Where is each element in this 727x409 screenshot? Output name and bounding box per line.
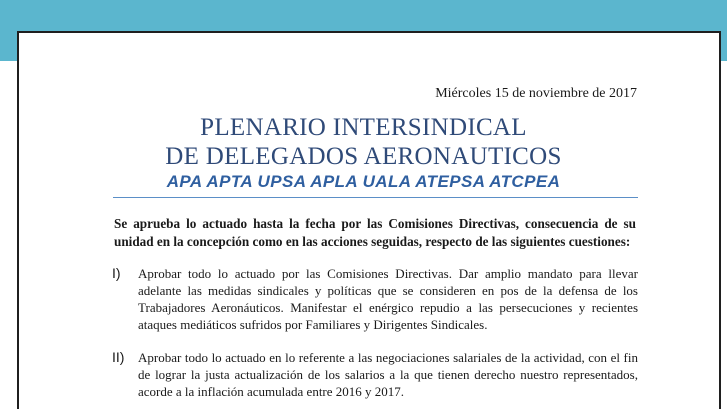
list-item-text: Aprobar todo lo actuado en lo referente a las negociaciones salariales de la actividad, con el fin de lograr la justa actualización de los salarios a la que tienen derecho nuestro representados, acorde a la inflación acumulada entre 2016 y 2017.: [138, 350, 638, 399]
title-line-1: PLENARIO INTERSINDICAL: [200, 114, 527, 141]
unions-subtitle: APA APTA UPSA APLA UALA ATEPSA ATCPEA: [166, 172, 561, 191]
title-divider: [113, 197, 638, 198]
title-line-2: DE DELEGADOS AERONAUTICOS: [165, 143, 562, 170]
list-item-number: II): [112, 349, 125, 365]
intro-paragraph: Se aprueba lo actuado hasta la fecha por las Comisiones Directivas, consecuencia de su unidad en la concepción como en las acciones seguidas, respecto de las siguientes cuestiones:: [114, 216, 636, 249]
list-item-number: I): [112, 265, 121, 281]
document-date: Miércoles 15 de noviembre de 2017: [435, 86, 637, 101]
list-item-text: Aprobar todo lo actuado por las Comisiones Directivas. Dar amplio mandato para llevar adelante las medidas sindicales y políticas que se consideren en pos de la defensa de los Trabajadores Aeronáuticos. Manifestar el enérgico repudio a las persecuciones y recientes ataques mediáticos sufridos por Familiares y Dirigentes Sindicales.: [138, 266, 638, 332]
